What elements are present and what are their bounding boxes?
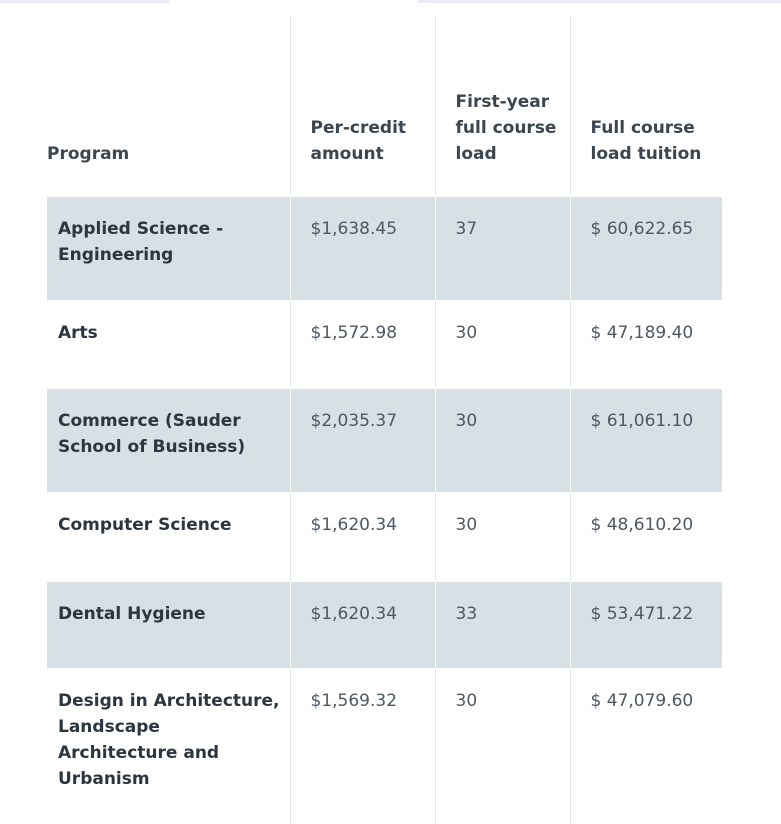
header-program: Program [47,16,290,197]
per-credit-cell: $1,572.98 [290,301,435,389]
load-cell: 30 [435,669,570,824]
table-row [47,197,722,301]
top-divider-left [0,0,170,3]
program-cell: Dental Hygiene [47,582,290,669]
table-row [47,301,722,389]
top-divider-right [418,0,781,3]
tuition-cell: $ 47,079.60 [570,669,722,824]
load-cell: 37 [435,197,570,301]
program-cell: Applied Science - Engineering [47,197,290,301]
per-credit-cell: $2,035.37 [290,389,435,493]
per-credit-cell: $1,638.45 [290,197,435,301]
per-credit-cell: $1,569.32 [290,669,435,824]
tuition-table [47,16,722,824]
header-full-tuition: Full course load tuition [570,16,722,197]
header-first-year-load: First-year full course load [435,16,570,197]
table-row [47,669,722,824]
tuition-cell: $ 61,061.10 [570,389,722,493]
header-per-credit: Per-credit amount [290,16,435,197]
tuition-cell: $ 60,622.65 [570,197,722,301]
tuition-cell: $ 47,189.40 [570,301,722,389]
tuition-cell: $ 53,471.22 [570,582,722,669]
table-row [47,389,722,493]
program-cell: Design in Architecture, Landscape Architecture and Urbanism [47,669,290,824]
table-header-row [47,16,722,197]
per-credit-cell: $1,620.34 [290,582,435,669]
load-cell: 33 [435,582,570,669]
table-row [47,493,722,582]
table-row [47,582,722,669]
tuition-cell: $ 48,610.20 [570,493,722,582]
program-cell: Computer Science [47,493,290,582]
load-cell: 30 [435,389,570,493]
program-cell: Commerce (Sauder School of Business) [47,389,290,493]
load-cell: 30 [435,493,570,582]
program-cell: Arts [47,301,290,389]
load-cell: 30 [435,301,570,389]
per-credit-cell: $1,620.34 [290,493,435,582]
